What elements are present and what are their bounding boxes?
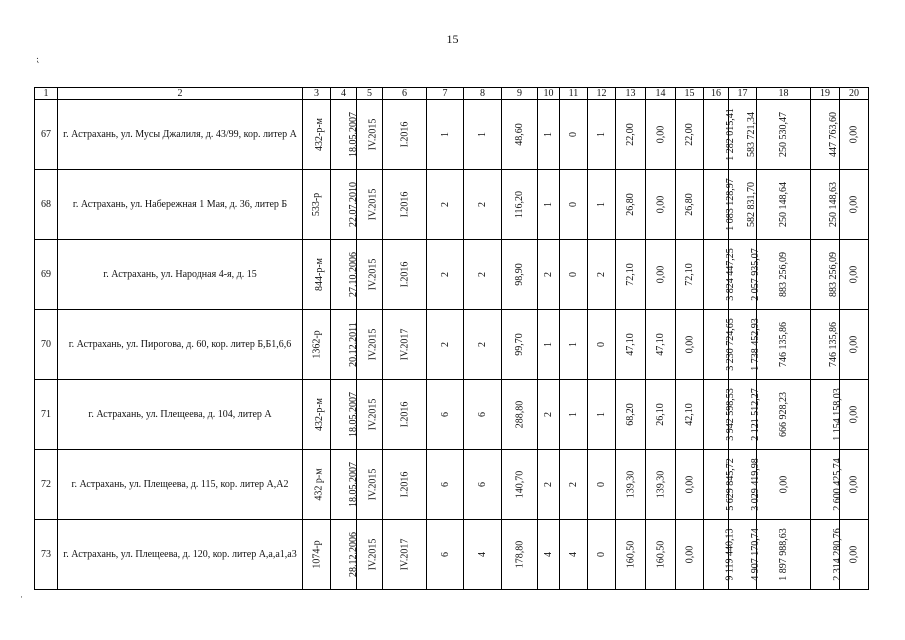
column-number: 2: [58, 88, 303, 100]
plan-end: I.2016: [383, 240, 427, 310]
value-cell: 1: [538, 310, 560, 380]
table-row: [35, 380, 869, 450]
value-cell: 1: [538, 170, 560, 240]
plan-start: IV.2015: [357, 100, 383, 170]
column-number: 3: [303, 88, 331, 100]
decree-date: 22.07.2010: [331, 170, 357, 240]
table-row: [35, 450, 869, 520]
amount-cell: 0,00: [757, 450, 811, 520]
value-cell: 2: [588, 240, 616, 310]
amount-cell: 583 721,34: [729, 100, 757, 170]
value-cell: 0: [560, 100, 588, 170]
decree-date: 18.05.2007: [331, 100, 357, 170]
value-cell: 26,80: [676, 170, 704, 240]
value-cell: 1: [588, 170, 616, 240]
value-cell: 0: [560, 170, 588, 240]
value-cell: 98,90: [502, 240, 538, 310]
plan-start: IV.2015: [357, 450, 383, 520]
plan-start: IV.2015: [357, 380, 383, 450]
value-cell: 2: [427, 310, 464, 380]
address-cell: г. Астрахань, ул. Плещеева, д. 115, кор. литер А,А2: [58, 450, 303, 520]
amount-cell: 1 154 158,03: [811, 380, 840, 450]
decree-number: 432-р-м: [303, 100, 331, 170]
row-number: 70: [35, 310, 58, 380]
value-cell: 22,00: [676, 100, 704, 170]
address-cell: г. Астрахань, ул. Плещеева, д. 104, литер А: [58, 380, 303, 450]
value-cell: 6: [427, 380, 464, 450]
amount-cell: 0,00: [840, 450, 869, 520]
column-number: 13: [616, 88, 646, 100]
value-cell: 72,10: [616, 240, 646, 310]
amount-cell: 883 256,09: [757, 240, 811, 310]
amount-cell: 1 738 452,93: [729, 310, 757, 380]
table-row: [35, 170, 869, 240]
column-number: 8: [464, 88, 502, 100]
plan-start: IV.2015: [357, 520, 383, 590]
amount-cell: 447 763,60: [811, 100, 840, 170]
address-cell: г. Астрахань, ул. Народная 4-я, д. 15: [58, 240, 303, 310]
column-number: 20: [840, 88, 869, 100]
value-cell: 0,00: [676, 310, 704, 380]
row-number: 72: [35, 450, 58, 520]
value-cell: 116,20: [502, 170, 538, 240]
amount-cell: 746 135,86: [757, 310, 811, 380]
address-cell: г. Астрахань, ул. Набережная 1 Мая, д. 36, литер Б: [58, 170, 303, 240]
amount-cell: 0,00: [840, 520, 869, 590]
amount-cell: 3 942 598,53: [704, 380, 729, 450]
row-number: 71: [35, 380, 58, 450]
value-cell: 22,00: [616, 100, 646, 170]
row-number: 67: [35, 100, 58, 170]
row-number: 73: [35, 520, 58, 590]
value-cell: 47,10: [646, 310, 676, 380]
value-cell: 0,00: [646, 170, 676, 240]
table-row: [35, 310, 869, 380]
scan-speck: ·: [20, 592, 23, 602]
column-number: 16: [704, 88, 729, 100]
table-row: [35, 100, 869, 170]
value-cell: 140,70: [502, 450, 538, 520]
column-number: 11: [560, 88, 588, 100]
value-cell: 0,00: [676, 520, 704, 590]
amount-cell: 5 629 845,72: [704, 450, 729, 520]
column-number: 4: [331, 88, 357, 100]
value-cell: 1: [588, 380, 616, 450]
amount-cell: 2 314 280,76: [811, 520, 840, 590]
amount-cell: 3 029 419,98: [729, 450, 757, 520]
column-number: 12: [588, 88, 616, 100]
amount-cell: 0,00: [840, 100, 869, 170]
table-row: [35, 520, 869, 590]
plan-end: I.2016: [383, 170, 427, 240]
value-cell: 178,80: [502, 520, 538, 590]
decree-number: 844-р-м: [303, 240, 331, 310]
decree-number: 1074-р: [303, 520, 331, 590]
value-cell: 99,70: [502, 310, 538, 380]
value-cell: 1: [588, 100, 616, 170]
value-cell: 0: [588, 450, 616, 520]
column-number: 7: [427, 88, 464, 100]
amount-cell: 0,00: [840, 310, 869, 380]
decree-number: 533-р: [303, 170, 331, 240]
amount-cell: 4 907 170,74: [729, 520, 757, 590]
amount-cell: 666 928,23: [757, 380, 811, 450]
column-number: 15: [676, 88, 704, 100]
value-cell: 2: [464, 170, 502, 240]
column-number: 18: [757, 88, 811, 100]
column-number: 14: [646, 88, 676, 100]
register-table: [34, 87, 869, 590]
column-number: 1: [35, 88, 58, 100]
value-cell: 2: [427, 170, 464, 240]
value-cell: 288,80: [502, 380, 538, 450]
address-cell: г. Астрахань, ул. Плещеева, д. 120, кор. литер А,а,а1,а3: [58, 520, 303, 590]
value-cell: 0: [588, 520, 616, 590]
amount-cell: 1 282 015,41: [704, 100, 729, 170]
value-cell: 4: [538, 520, 560, 590]
value-cell: 68,20: [616, 380, 646, 450]
value-cell: 0,00: [646, 100, 676, 170]
amount-cell: 3 230 724,65: [704, 310, 729, 380]
value-cell: 6: [464, 380, 502, 450]
value-cell: 1: [464, 100, 502, 170]
decree-number: 1362-р: [303, 310, 331, 380]
value-cell: 42,10: [676, 380, 704, 450]
amount-cell: 2 057 935,07: [729, 240, 757, 310]
plan-end: I.2016: [383, 450, 427, 520]
column-number-row: [35, 88, 869, 100]
row-number: 68: [35, 170, 58, 240]
value-cell: 0: [560, 240, 588, 310]
value-cell: 139,30: [646, 450, 676, 520]
column-number: 10: [538, 88, 560, 100]
value-cell: 2: [538, 380, 560, 450]
value-cell: 1: [427, 100, 464, 170]
column-number: 5: [357, 88, 383, 100]
amount-cell: 2 121 512,27: [729, 380, 757, 450]
value-cell: 1: [560, 310, 588, 380]
value-cell: 2: [538, 240, 560, 310]
amount-cell: 2 600 425,74: [811, 450, 840, 520]
plan-start: IV.2015: [357, 310, 383, 380]
column-number: 9: [502, 88, 538, 100]
decree-date: 18.05.2007: [331, 380, 357, 450]
table-row: [35, 240, 869, 310]
value-cell: 139,30: [616, 450, 646, 520]
value-cell: 4: [464, 520, 502, 590]
plan-start: IV.2015: [357, 170, 383, 240]
amount-cell: 0,00: [840, 240, 869, 310]
value-cell: 2: [560, 450, 588, 520]
column-number: 19: [811, 88, 840, 100]
value-cell: 160,50: [616, 520, 646, 590]
value-cell: 1: [560, 380, 588, 450]
value-cell: 2: [427, 240, 464, 310]
value-cell: 0,00: [646, 240, 676, 310]
value-cell: 26,80: [616, 170, 646, 240]
decree-date: 28.12.2006: [331, 520, 357, 590]
page-number: 15: [446, 32, 459, 46]
plan-end: IV.2017: [383, 520, 427, 590]
amount-cell: 3 824 447,25: [704, 240, 729, 310]
value-cell: 4: [560, 520, 588, 590]
value-cell: 6: [427, 450, 464, 520]
value-cell: 6: [464, 450, 502, 520]
amount-cell: 250 148,64: [757, 170, 811, 240]
plan-end: I.2016: [383, 100, 427, 170]
amount-cell: 250 530,47: [757, 100, 811, 170]
decree-date: 20.12.2011: [331, 310, 357, 380]
value-cell: 26,10: [646, 380, 676, 450]
value-cell: 6: [427, 520, 464, 590]
decree-number: 432 р-м: [303, 450, 331, 520]
amount-cell: 883 256,09: [811, 240, 840, 310]
plan-end: IV.2017: [383, 310, 427, 380]
table-body: [35, 100, 869, 590]
address-cell: г. Астрахань, ул. Мусы Джалиля, д. 43/99, кор. литер А: [58, 100, 303, 170]
amount-cell: 1 083 128,97: [704, 170, 729, 240]
amount-cell: 0,00: [840, 380, 869, 450]
amount-cell: 9 119 440,13: [704, 520, 729, 590]
value-cell: 160,50: [646, 520, 676, 590]
amount-cell: 250 148,63: [811, 170, 840, 240]
value-cell: 0,00: [676, 450, 704, 520]
address-cell: г. Астрахань, ул. Пирогова, д. 60, кор. литер Б,Б1,6,6: [58, 310, 303, 380]
value-cell: 2: [464, 310, 502, 380]
scan-speck: ⁏: [36, 54, 40, 64]
plan-start: IV.2015: [357, 240, 383, 310]
decree-date: 27.10.2006: [331, 240, 357, 310]
column-number: 6: [383, 88, 427, 100]
plan-end: I.2016: [383, 380, 427, 450]
decree-date: 18.05.2007: [331, 450, 357, 520]
value-cell: 72,10: [676, 240, 704, 310]
column-number: 17: [729, 88, 757, 100]
value-cell: 2: [538, 450, 560, 520]
amount-cell: 582 831,70: [729, 170, 757, 240]
value-cell: 2: [464, 240, 502, 310]
value-cell: 1: [538, 100, 560, 170]
value-cell: 47,10: [616, 310, 646, 380]
value-cell: 48,60: [502, 100, 538, 170]
value-cell: 0: [588, 310, 616, 380]
decree-number: 432-р-м: [303, 380, 331, 450]
amount-cell: 1 897 988,63: [757, 520, 811, 590]
amount-cell: 746 135,86: [811, 310, 840, 380]
row-number: 69: [35, 240, 58, 310]
amount-cell: 0,00: [840, 170, 869, 240]
